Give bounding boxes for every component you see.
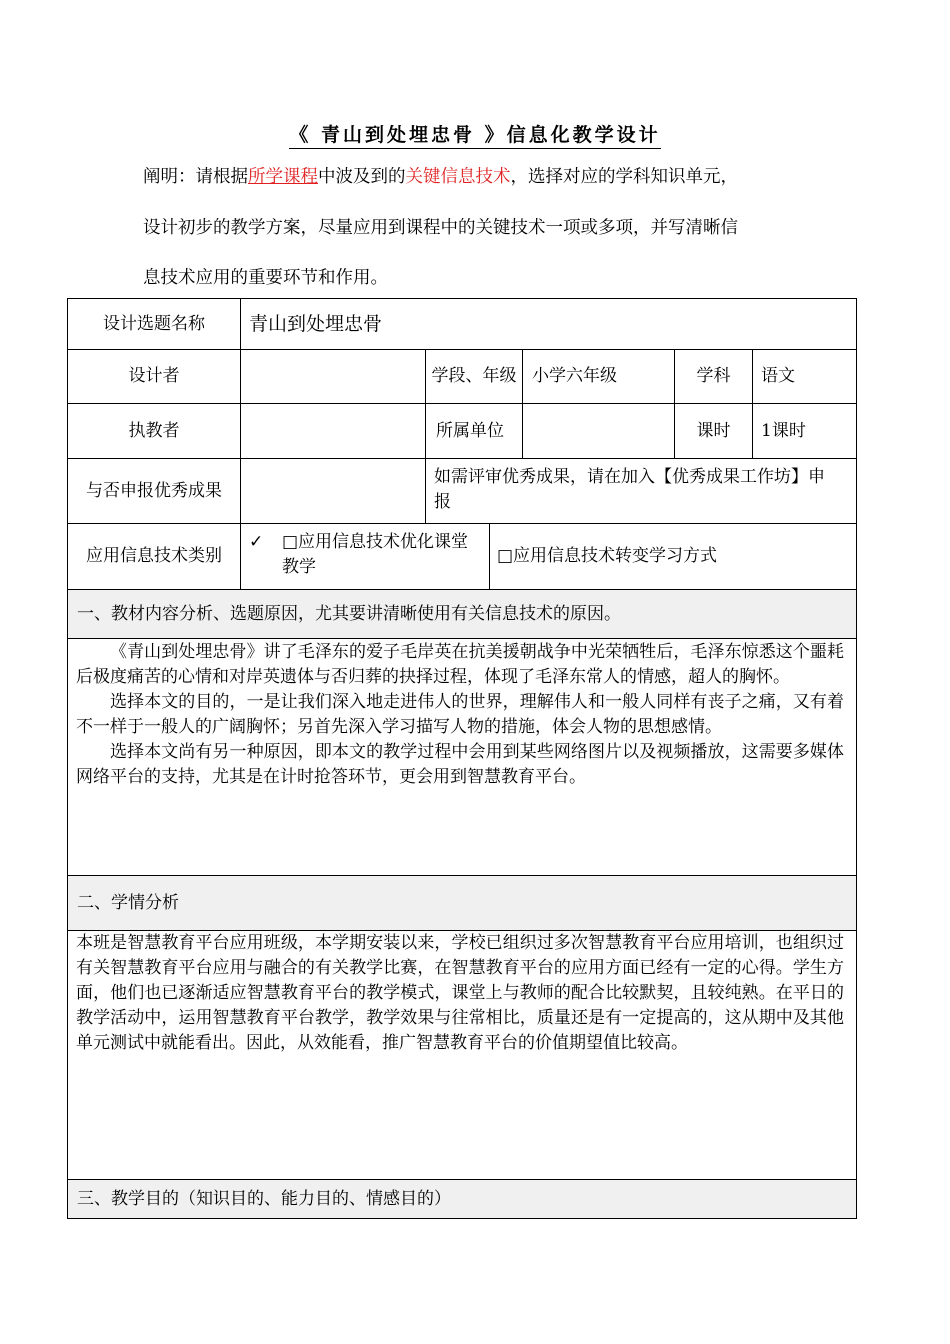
tech-type-option-optimize[interactable]: □应用信息技术优化课堂教学 [282,532,469,577]
teacher-value[interactable] [248,404,418,458]
topic-value: 青山到处埋忠骨 [249,312,383,335]
stage-label: 学段、年级 [431,366,517,386]
stage-value: 小学六年级 [532,366,617,386]
hours-label: 课时 [696,420,731,441]
section-1-heading: 一、教材内容分析、选题原因，尤其要讲清晰使用有关信息技术的原因。 [77,603,621,624]
apply-award-value[interactable] [248,459,418,523]
topic-label: 设计选题名称 [103,313,205,334]
section-2-paragraph: 本班是智慧教育平台应用班级，本学期安装以来，学校已组织过多次智慧教育平台应用培训，也组织过有关智慧教育平台应用与融合的有关教学比赛，在智慧教育平台的应用方面已经有一定的心得。学生方面，他们也已逐渐适应智慧教育平台的教学模式，课堂上与教师的配合比较默契，且较纯熟。在平日的教学活动中，运用智慧教育平台教学，教学效果与往常相比，质量还是有一定提高的，这从期中及其他单元测试中就能看出。因此，从效能看，推广智慧教育平台的价值期望值比较高。 [76,933,844,1053]
apply-award-note: 如需评审优秀成果，请在加入【优秀成果工作坊】申报 [434,467,825,512]
instruction-line-1: 阐明：请根据所学课程中波及到的关键信息技术，选择对应的学科知识单元， [143,167,738,187]
instruction-line-3: 息技术应用的重要环节和作用。 [143,268,388,288]
section-3-heading: 三、教学目的（知识目的、能力目的、情感目的） [77,1188,451,1209]
unit-label: 所属单位 [436,420,504,441]
designer-value[interactable] [248,350,418,403]
section-2-body [76,931,844,1056]
instruction-line-2: 设计初步的教学方案，尽量应用到课程中的关键技术一项或多项，并写清晰信 [143,218,738,238]
document-title: 《 青山到处埋忠骨 》信息化教学设计 [0,120,950,149]
section-2-heading: 二、学情分析 [77,892,179,913]
checkmark-icon: ✓ [249,531,264,552]
section-1-paragraph: 选择本文尚有另一种原因，即本文的教学过程中会用到某些网络图片以及视频播放，这需要多媒体网络平台的支持，尤其是在计时抢答环节，更会用到智慧教育平台。 [76,742,844,787]
subject-value: 语文 [761,366,795,386]
tech-type-label: 应用信息技术类别 [86,546,222,566]
highlight-course: 所学课程 [248,167,318,187]
apply-award-label: 与否申报优秀成果 [86,480,222,501]
section-1-paragraph: 选择本文的目的，一是让我们深入地走进伟人的世界，理解伟人和一般人同样有丧子之痛，又有着不一样于一般人的广阔胸怀；另首先深入学习描写人物的措施，体会人物的思想感情。 [76,692,844,737]
designer-label: 设计者 [128,366,180,386]
unit-value[interactable] [530,404,670,458]
subject-label: 学科 [696,366,731,386]
hours-value: 1课时 [761,420,806,441]
section-1-paragraph: 《青山到处埋忠骨》讲了毛泽东的爱子毛岸英在抗美援朝战争中光荣牺牲后，毛泽东惊悉这个噩耗后极度痛苦的心情和对岸英遗体与否归葬的抉择过程，体现了毛泽东常人的情感，超人的胸怀。 [76,642,844,687]
highlight-key-tech: 关键信息技术 [405,167,511,187]
teacher-label: 执教者 [128,420,180,441]
tech-type-option-transform[interactable]: □应用信息技术转变学习方式 [497,546,718,566]
section-1-body [76,640,844,790]
